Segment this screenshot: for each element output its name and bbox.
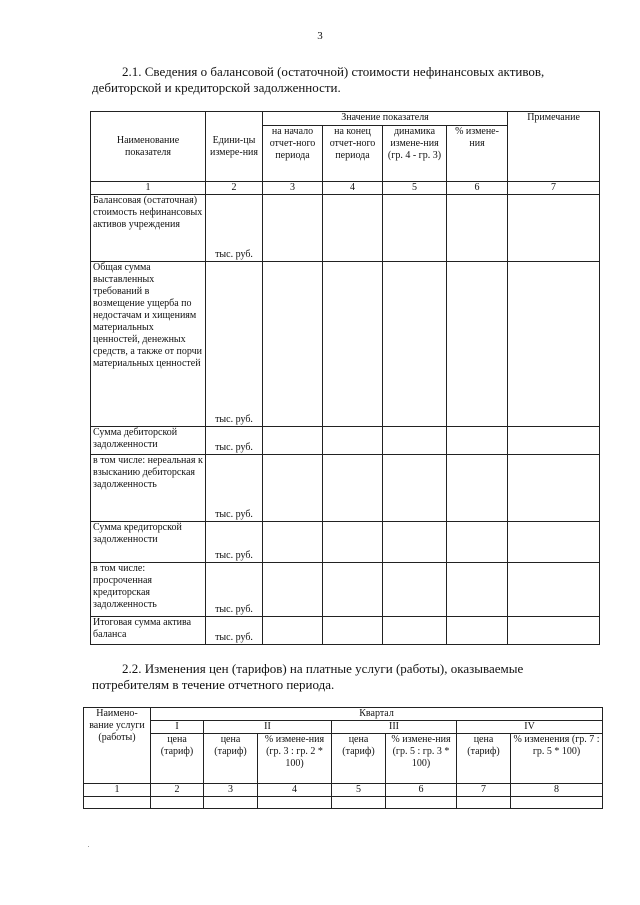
col-number: 1 [91,182,206,195]
row-unit: тыс. руб. [206,427,263,455]
cell-empty [508,262,600,427]
cell-empty [263,617,323,645]
cell-empty [447,563,508,617]
row-unit: тыс. руб. [206,195,263,262]
cell-empty [263,262,323,427]
cell-empty [323,522,383,563]
row-name: Сумма дебиторской задолженности [91,427,206,455]
quarter-2-header: II [204,721,332,734]
col-header-pct: % измене-ния (гр. 3 : гр. 2 * 100) [258,734,332,784]
col-number-row [91,182,600,195]
col-number: 3 [204,784,258,797]
cell-empty [508,563,600,617]
cell-empty [323,262,383,427]
col-number: 7 [457,784,511,797]
col-header-price: цена (тариф) [332,734,386,784]
col-number: 6 [386,784,457,797]
row-unit: тыс. руб. [206,563,263,617]
col-header-name: Наимено-вание услуги (работы) [84,708,151,784]
row-unit: тыс. руб. [206,262,263,427]
cell-empty [263,195,323,262]
row-name: в том числе: нереальная к взысканию дебиторская задолженность [91,455,206,522]
col-header-price: цена (тариф) [151,734,204,784]
col-number: 1 [84,784,151,797]
col-header-name: Наименование показателя [91,112,206,182]
col-number: 6 [447,182,508,195]
cell-empty [447,522,508,563]
cell-empty [447,262,508,427]
quarter-1-header: I [151,721,204,734]
cell-empty [383,522,447,563]
cell-empty [511,797,603,809]
cell-empty [263,427,323,455]
row-name: Балансовая (остаточная) стоимость нефинансовых активов учреждения [91,195,206,262]
table-row [91,427,600,455]
col-header-quarter: Квартал [151,708,603,721]
cell-empty [447,617,508,645]
tariffs-table [83,707,603,809]
heading-line: 2.2. Изменения цен (тарифов) на платные услуги (работы), оказываемые [122,661,524,676]
cell-empty [508,427,600,455]
cell-empty [323,455,383,522]
cell-empty [508,617,600,645]
cell-empty [447,427,508,455]
col-number: 4 [323,182,383,195]
col-header-value-group: Значение показателя [263,112,508,126]
heading-line: дебиторской и кредиторской задолженности. [92,80,341,95]
cell-empty [151,797,204,809]
col-header-note: Примечание [508,112,600,182]
col-number: 5 [332,784,386,797]
table-row [91,195,600,262]
section-2-1-heading [92,64,592,96]
quarter-4-header: IV [457,721,603,734]
row-unit: тыс. руб. [206,617,263,645]
col-header-pct: % измене-ния (гр. 5 : гр. 3 * 100) [386,734,457,784]
cell-empty [447,455,508,522]
col-header-dynamics: динамика измене-ния (гр. 4 - гр. 3) [383,126,447,182]
cell-empty [383,455,447,522]
row-unit: тыс. руб. [206,455,263,522]
row-name: в том числе: просроченная кредиторская задолженность [91,563,206,617]
cell-empty [263,563,323,617]
cell-empty [508,195,600,262]
cell-empty [258,797,332,809]
section-2-2-heading [92,661,592,693]
cell-empty [323,427,383,455]
cell-empty [508,522,600,563]
table-row [91,522,600,563]
cell-empty [383,617,447,645]
row-name: Итоговая сумма актива баланса [91,617,206,645]
cell-empty [204,797,258,809]
col-header-pct: % измене-ния [447,126,508,182]
cell-empty [323,617,383,645]
col-header-pct: % изменения (гр. 7 : гр. 5 * 100) [511,734,603,784]
col-number: 2 [151,784,204,797]
row-name: Общая сумма выставленных требований в возмещение ущерба по недостачам и хищениям материальных ценностей, денежных средств, а также от порчи материальных ценностей [91,262,206,427]
col-number: 4 [258,784,332,797]
table-row [91,262,600,427]
heading-line: потребителям в течение отчетного периода. [92,677,335,692]
table-row [91,563,600,617]
table-row [91,617,600,645]
cell-empty [383,262,447,427]
cell-empty [383,195,447,262]
cell-empty [263,455,323,522]
col-number: 5 [383,182,447,195]
col-header-start: на начало отчет-ного периода [263,126,323,182]
col-header-price: цена (тариф) [204,734,258,784]
col-header-units: Едини-цы измере-ния [206,112,263,182]
table-row [91,455,600,522]
cell-empty [386,797,457,809]
cell-empty [447,195,508,262]
cell-empty [323,563,383,617]
cell-empty [332,797,386,809]
col-header-end: на конец отчет-ного периода [323,126,383,182]
page-number: 3 [317,30,323,42]
cell-empty [383,563,447,617]
cell-empty [263,522,323,563]
table-row [84,797,603,809]
scan-speck [88,846,89,847]
col-number: 3 [263,182,323,195]
heading-line: 2.1. Сведения о балансовой (остаточной) стоимости нефинансовых активов, [122,64,545,79]
col-number-row [84,784,603,797]
cell-empty [323,195,383,262]
row-unit: тыс. руб. [206,522,263,563]
cell-empty [84,797,151,809]
quarter-3-header: III [332,721,457,734]
cell-empty [383,427,447,455]
col-header-price: цена (тариф) [457,734,511,784]
cell-empty [457,797,511,809]
row-name: Сумма кредиторской задолженности [91,522,206,563]
balance-table [90,111,600,645]
col-number: 7 [508,182,600,195]
cell-empty [508,455,600,522]
col-number: 2 [206,182,263,195]
col-number: 8 [511,784,603,797]
